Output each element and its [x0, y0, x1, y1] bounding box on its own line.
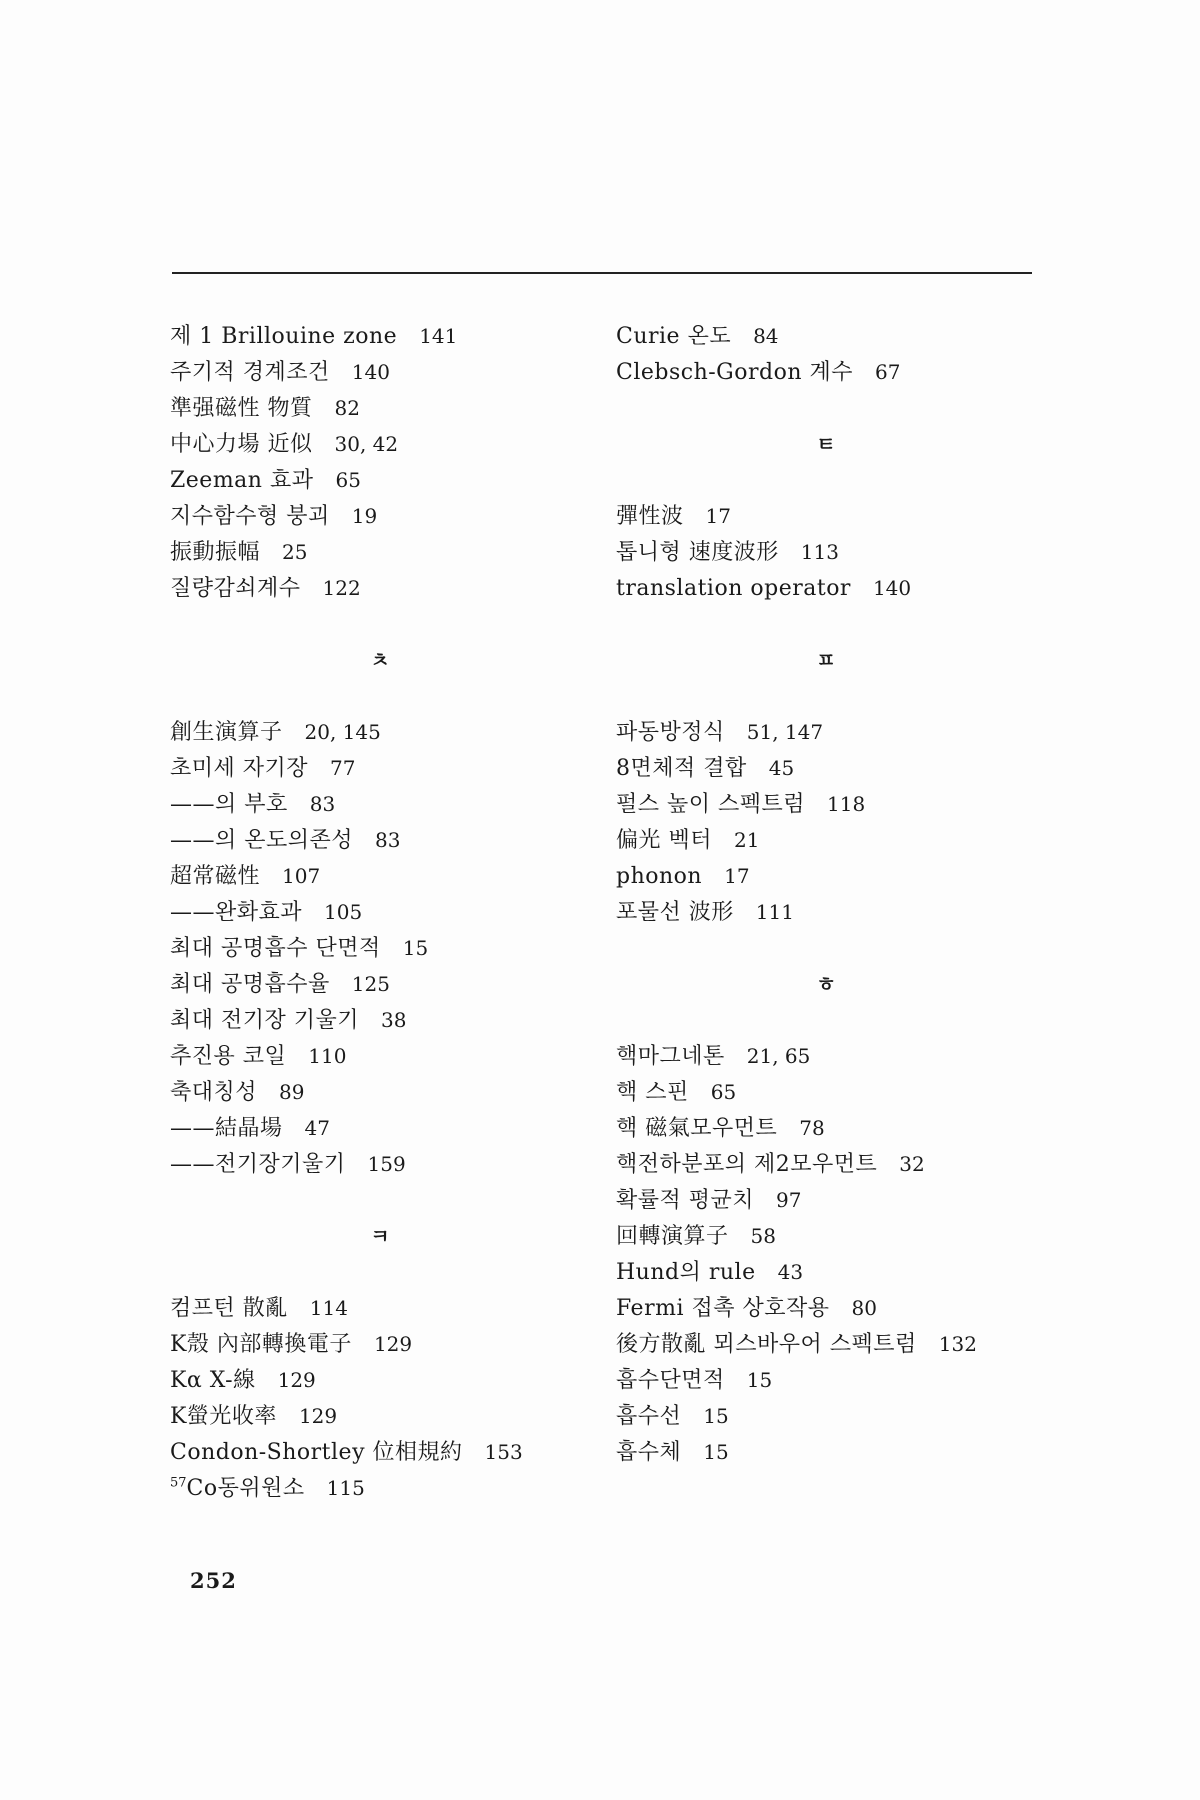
index-entry — [616, 534, 1036, 570]
entry-pages: 43 — [777, 1260, 804, 1284]
entry-term: 추진용 코일 — [170, 1044, 287, 1069]
section-spacer — [616, 462, 1036, 498]
entry-term: Kα X-線 — [170, 1368, 256, 1393]
entry-term: 回轉演算子 — [616, 1224, 729, 1249]
entry-pages: 113 — [800, 540, 839, 564]
entry-pages: 153 — [484, 1440, 523, 1464]
entry-pages: 78 — [799, 1116, 825, 1140]
entry-pages: 80 — [851, 1296, 877, 1320]
index-column-right — [616, 318, 1036, 1470]
entry-pages: 110 — [308, 1044, 347, 1068]
entry-term: phonon — [616, 864, 703, 889]
entry-pages: 84 — [753, 324, 779, 348]
entry-term: 핵마그네톤 — [616, 1044, 725, 1069]
index-entry — [170, 822, 590, 858]
entry-pages: 114 — [309, 1296, 348, 1320]
section-heading: ㅍ — [816, 648, 836, 672]
entry-term: 파동방정식 — [616, 720, 725, 745]
index-entry — [616, 1074, 1036, 1110]
entry-pages: 83 — [375, 828, 401, 852]
entry-pages: 141 — [419, 324, 458, 348]
index-entry — [616, 1218, 1036, 1254]
entry-pages: 17 — [705, 504, 731, 528]
index-entry — [616, 1290, 1036, 1326]
section-spacer — [616, 390, 1036, 426]
entry-term: 확률적 평균치 — [616, 1188, 755, 1213]
entry-term: Co동위원소 — [186, 1476, 305, 1501]
index-entry — [616, 894, 1036, 930]
entry-pages: 65 — [335, 468, 361, 492]
index-entry — [616, 498, 1036, 534]
entry-pages: 20, 145 — [304, 720, 381, 744]
header-rule — [172, 272, 1032, 274]
entry-term: Hund의 rule — [616, 1260, 756, 1285]
index-entry — [170, 750, 590, 786]
index-entry — [170, 714, 590, 750]
entry-pages: 82 — [334, 396, 360, 420]
page-number: 252 — [190, 1568, 237, 1593]
index-entry — [170, 858, 590, 894]
entry-term: Curie 온도 — [616, 324, 732, 349]
entry-term: ——의 부호 — [170, 792, 288, 817]
index-entry — [170, 462, 590, 498]
index-entry — [616, 1182, 1036, 1218]
entry-pages: 125 — [351, 972, 390, 996]
index-entry — [616, 786, 1036, 822]
entry-pages: 140 — [872, 576, 912, 600]
entry-term: K殼 內部轉換電子 — [170, 1332, 352, 1357]
entry-pages: 38 — [381, 1008, 407, 1032]
entry-term: ——전기장기울기 — [170, 1152, 346, 1177]
section-spacer — [170, 1254, 590, 1290]
entry-pages: 122 — [322, 576, 361, 600]
index-entry — [616, 1362, 1036, 1398]
entry-term: 振動振幅 — [170, 540, 261, 565]
entry-term: 흡수선 — [616, 1404, 682, 1429]
entry-pages: 105 — [324, 900, 363, 924]
entry-pages: 129 — [373, 1332, 413, 1356]
index-entry — [170, 966, 590, 1002]
entry-pages: 15 — [402, 936, 429, 960]
index-entry — [170, 534, 590, 570]
index-entry — [170, 498, 590, 534]
entry-pages: 132 — [938, 1332, 977, 1356]
entry-term: 8면체적 결합 — [616, 756, 747, 781]
entry-pages: 15 — [703, 1440, 729, 1464]
entry-pages: 107 — [282, 864, 321, 888]
entry-term: 後方散亂 뫼스바우어 스펙트럼 — [616, 1332, 917, 1357]
index-entry — [170, 930, 590, 966]
entry-term: 偏光 벡터 — [616, 828, 712, 853]
entry-pages: 115 — [326, 1476, 365, 1500]
index-entry — [616, 1434, 1036, 1470]
entry-term: translation operator — [616, 576, 851, 601]
index-entry — [616, 1110, 1036, 1146]
entry-pages: 65 — [710, 1080, 737, 1104]
entry-term: 지수함수형 붕괴 — [170, 504, 330, 529]
entry-term: ——의 온도의존성 — [170, 828, 354, 853]
entry-term: 초미세 자기장 — [170, 756, 309, 781]
entry-pages: 32 — [899, 1152, 925, 1176]
index-entry — [170, 1146, 590, 1182]
index-entry — [170, 1362, 590, 1398]
index-entry — [616, 570, 1036, 606]
entry-pages: 17 — [724, 864, 750, 888]
entry-pages: 129 — [298, 1404, 338, 1428]
section-spacer — [170, 606, 590, 642]
entry-pages: 15 — [746, 1368, 773, 1392]
entry-term: Zeeman 효과 — [170, 468, 314, 493]
index-entry — [170, 570, 590, 606]
index-entry — [170, 894, 590, 930]
section-spacer — [616, 678, 1036, 714]
section-spacer — [616, 930, 1036, 966]
entry-pages: 89 — [279, 1080, 305, 1104]
entry-pages: 21, 65 — [746, 1044, 811, 1068]
index-entry — [170, 1470, 590, 1506]
entry-term: 펄스 높이 스펙트럼 — [616, 792, 806, 817]
entry-term: 최대 전기장 기울기 — [170, 1008, 360, 1033]
entry-pages: 58 — [750, 1224, 776, 1248]
index-entry — [170, 354, 590, 390]
index-entry — [616, 1398, 1036, 1434]
section-heading: ㅎ — [816, 972, 836, 996]
entry-pages: 67 — [875, 360, 901, 384]
index-entry — [616, 822, 1036, 858]
index-column-left — [170, 318, 590, 1506]
entry-term: ——완화효과 — [170, 900, 303, 925]
entry-pages: 30, 42 — [334, 432, 399, 456]
section-spacer — [616, 1002, 1036, 1038]
index-entry — [616, 1254, 1036, 1290]
section-spacer — [170, 678, 590, 714]
entry-pages: 45 — [768, 756, 795, 780]
entry-pages: 47 — [304, 1116, 330, 1140]
entry-pages: 97 — [776, 1188, 802, 1212]
entry-term: 흡수단면적 — [616, 1368, 725, 1393]
section-heading: ㅊ — [370, 648, 390, 672]
entry-pages: 25 — [282, 540, 308, 564]
entry-term: Condon-Shortley 位相規約 — [170, 1440, 463, 1465]
entry-pages: 19 — [351, 504, 378, 528]
entry-term: K螢光收率 — [170, 1404, 277, 1429]
entry-term: 주기적 경계조건 — [170, 360, 330, 385]
entry-term: 彈性波 — [616, 504, 684, 529]
entry-term: 톱니형 速度波形 — [616, 540, 779, 565]
entry-pages: 129 — [277, 1368, 316, 1392]
section-spacer — [170, 1182, 590, 1218]
entry-pages: 77 — [330, 756, 356, 780]
entry-pages: 83 — [309, 792, 336, 816]
index-entry — [616, 318, 1036, 354]
section-heading: ㅋ — [370, 1224, 390, 1248]
index-entry — [170, 1110, 590, 1146]
entry-pages: 118 — [827, 792, 866, 816]
index-entry — [170, 390, 590, 426]
entry-term: Fermi 접촉 상호작용 — [616, 1296, 830, 1321]
index-entry — [616, 354, 1036, 390]
index-entry — [170, 1326, 590, 1362]
index-entry — [616, 1146, 1036, 1182]
entry-term: 핵 스핀 — [616, 1080, 689, 1105]
index-entry — [170, 318, 590, 354]
entry-pages: 21 — [734, 828, 760, 852]
index-entry — [616, 1038, 1036, 1074]
entry-term: 제 1 Brillouine zone — [170, 324, 398, 349]
index-entry — [170, 426, 590, 462]
index-entry — [616, 1326, 1036, 1362]
entry-term: 포물선 波形 — [616, 900, 734, 925]
entry-pages: 51, 147 — [746, 720, 824, 744]
entry-term: 질량감쇠계수 — [170, 576, 301, 601]
entry-term: 흡수체 — [616, 1440, 682, 1465]
entry-term: ——結晶場 — [170, 1116, 283, 1141]
entry-term: 축대칭성 — [170, 1080, 258, 1105]
entry-term: 超常磁性 — [170, 864, 261, 889]
entry-term: 핵전하분포의 제2모우먼트 — [616, 1152, 878, 1177]
index-entry — [170, 1038, 590, 1074]
entry-term: 핵 磁氣모우먼트 — [616, 1116, 778, 1141]
entry-term: 中心力場 近似 — [170, 432, 313, 457]
entry-term: 최대 공명흡수율 — [170, 972, 330, 997]
section-heading: ㅌ — [816, 432, 836, 456]
index-entry — [616, 750, 1036, 786]
index-entry — [170, 1002, 590, 1038]
entry-term: 컴프턴 散亂 — [170, 1296, 288, 1321]
index-entry — [170, 1398, 590, 1434]
entry-term: Clebsch-Gordon 계수 — [616, 360, 854, 385]
entry-superscript: 57 — [170, 1475, 187, 1491]
index-entry — [170, 1074, 590, 1110]
entry-pages: 140 — [351, 360, 390, 384]
entry-pages: 159 — [367, 1152, 406, 1176]
index-entry — [170, 786, 590, 822]
entry-term: 최대 공명흡수 단면적 — [170, 936, 381, 961]
index-entry — [616, 714, 1036, 750]
entry-term: 創生演算子 — [170, 720, 283, 745]
index-entry — [170, 1290, 590, 1326]
entry-pages: 15 — [703, 1404, 729, 1428]
index-entry — [616, 858, 1036, 894]
entry-pages: 111 — [755, 900, 794, 924]
section-spacer — [616, 606, 1036, 642]
entry-term: 準强磁性 物質 — [170, 396, 313, 421]
index-entry — [170, 1434, 590, 1470]
